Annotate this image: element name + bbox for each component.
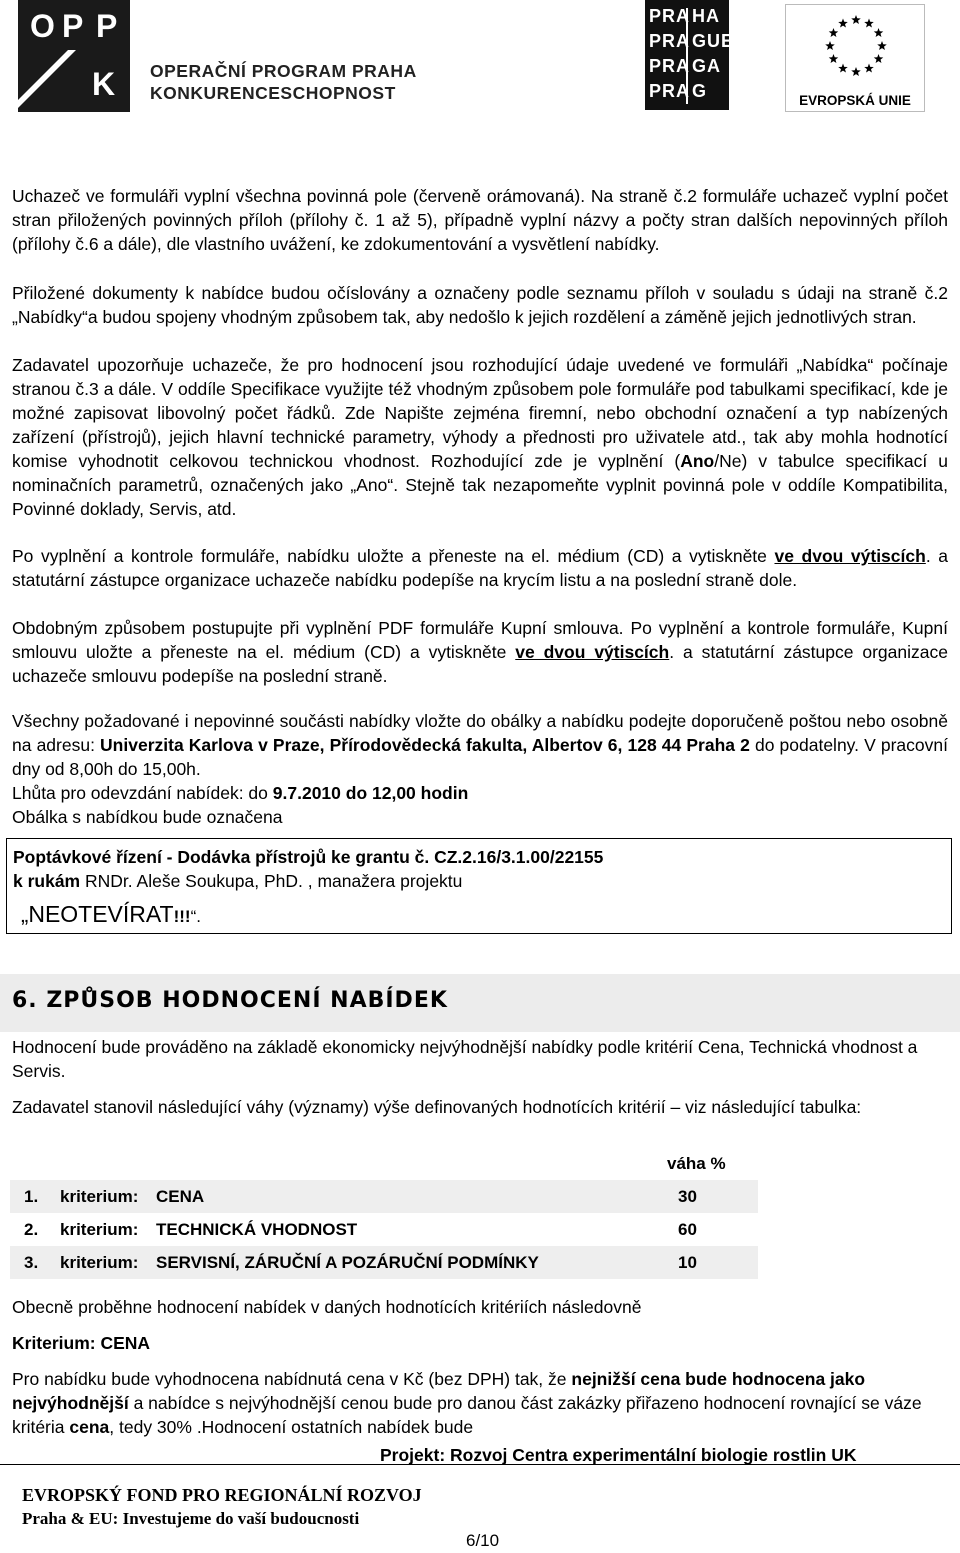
criterion-label: kriterium: bbox=[60, 1246, 156, 1279]
box-attention-name: RNDr. Aleše Soukupa, PhD. , manažera projektu bbox=[80, 871, 463, 891]
eu-star-icon bbox=[825, 41, 835, 50]
quote-close: “. bbox=[190, 907, 201, 926]
text-run-price: cena bbox=[69, 1417, 110, 1437]
criterion-weight: 60 bbox=[678, 1219, 697, 1239]
praha-word: GUE bbox=[692, 31, 735, 51]
eu-star-icon bbox=[838, 18, 848, 27]
opp-name-line1: OPERAČNÍ PROGRAM PRAHA bbox=[150, 61, 417, 81]
praha-word: GA bbox=[692, 56, 721, 76]
eu-star-icon bbox=[877, 41, 887, 50]
praha-word: PRA bbox=[649, 6, 691, 26]
paragraph-price-evaluation bbox=[12, 1367, 948, 1439]
text-run: do podatelny. V pracovní dny od 8,00h do 15,00h. bbox=[12, 735, 948, 779]
box-attention-line bbox=[13, 869, 462, 893]
box-tender-line: Poptávkové řízení - Dodávka přístrojů ke grantu č. CZ.2.16/3.1.00/22155 bbox=[13, 847, 604, 867]
eu-star-icon bbox=[838, 64, 848, 73]
quote-open: „ bbox=[21, 902, 29, 927]
deadline-line bbox=[12, 781, 468, 805]
text-run: Obdobným způsobem postupujte při vyplnění PDF formuláře Kupní smlouva. Po vyplnění a kontrole formuláře, Kupní smlouvu uložte a přeneste na el. médium (CD) a vytiskněte bbox=[12, 618, 948, 662]
text-run-ano: Ano bbox=[680, 451, 715, 471]
weight-header: váha % bbox=[667, 1154, 726, 1173]
opp-logo-letter: O bbox=[30, 8, 61, 44]
criterion-weight: 10 bbox=[678, 1246, 758, 1279]
opp-logo-letter: K bbox=[92, 66, 122, 102]
text-run: Po vyplnění a kontrole formuláře, nabídku uložte a přeneste na el. médium (CD) a vytiskněte bbox=[12, 546, 775, 566]
footer-slogan: Praha & EU: Investujeme do vaší budoucnosti bbox=[22, 1509, 360, 1528]
do-not-open-text: NEOTEVÍRAT bbox=[28, 901, 174, 927]
criterion-number: 2. bbox=[24, 1219, 39, 1239]
deadline-value: 9.7.2010 do 12,00 hodin bbox=[272, 783, 469, 803]
criteria-row bbox=[10, 1180, 758, 1213]
praha-logo bbox=[645, 0, 735, 110]
envelope-line: Obálka s nabídkou bude označena bbox=[12, 807, 283, 827]
paragraph-general-evaluation: Obecně proběhne hodnocení nabídek v daných hodnotících kritériích následovně bbox=[12, 1297, 642, 1317]
text-run-lowest-price: nejnižší cena bude hodnocena jako nejvýhodnější bbox=[12, 1369, 866, 1413]
opp-name-line2: KONKURENCESCHOPNOST bbox=[150, 83, 396, 103]
box-attention-label: k rukám bbox=[13, 871, 81, 891]
exclamation-marks: !!! bbox=[173, 907, 191, 926]
paragraph-attachments: Přiložené dokumenty k nabídce budou očíslovány a označeny podle seznamu příloh v souladu s údaji na straně č.2 „Nabídky“a budou spojeny vhodným způsobem tak, aby nedošlo k jejich rozdělení a záměně jejich jednotlivých stran. bbox=[12, 283, 948, 327]
box-do-not-open bbox=[21, 901, 201, 928]
paragraph-evaluation-note bbox=[12, 353, 948, 521]
criterion-heading: Kriterium: CENA bbox=[12, 1333, 151, 1353]
praha-word: PRA bbox=[649, 56, 691, 76]
criterion-label: kriterium: bbox=[60, 1219, 139, 1239]
opp-program-name bbox=[150, 60, 417, 104]
text-run: Zadavatel upozorňuje uchazeče, že pro hodnocení jsou rozhodující údaje uvedené ve formuláři „Nabídka“ počínaje stranou č.3 a dále. V oddíle Specifikace využijte též vhodným způsobem pole formuláře pod tabulkami specifikací, kde je možné zapisovat libovolný počet řádků. Zde Napište zejména firemní, nebo obchodní označení a typ nabízených zařízení (přístrojů), jejich hlavní technické parametry, výhody a přednosti pro uživatele atd., tak aby mohla hodnotící komise vyhodnotit celkovou technickou vhodnost. Rozhodující zde je vyplnění ( bbox=[12, 355, 948, 471]
page-number: 6/10 bbox=[466, 1531, 500, 1550]
eu-star-icon bbox=[829, 54, 839, 63]
section-title: 6. ZPŮSOB HODNOCENÍ NABÍDEK bbox=[12, 988, 448, 1013]
text-run: Pro nabídku bude vyhodnocena nabídnutá cena v Kč (bez DPH) tak, že bbox=[12, 1369, 572, 1389]
paragraph-save-print bbox=[12, 544, 948, 592]
text-run: Všechny požadované i nepovinné součásti nabídky vložte do obálky a nabídku podejte doporučeně poštou nebo osobně na adresu: bbox=[12, 711, 948, 755]
opp-logo bbox=[18, 0, 130, 112]
text-run-address: Univerzita Karlova v Praze, Přírodovědecká fakulta, Albertov 6, 128 44 Praha 2 bbox=[100, 735, 750, 755]
paragraph-submission-address bbox=[12, 709, 948, 781]
praha-word: HA bbox=[692, 6, 720, 26]
footer-fund: EVROPSKÝ FOND PRO REGIONÁLNÍ ROZVOJ bbox=[22, 1485, 422, 1505]
praha-word: PRA bbox=[649, 31, 691, 51]
eu-star-icon bbox=[864, 18, 874, 27]
eu-star-icon bbox=[874, 28, 884, 37]
text-run-two-copies: ve dvou výtiscích bbox=[774, 546, 926, 566]
eu-star-icon bbox=[851, 15, 861, 24]
eu-star-icon bbox=[864, 64, 874, 73]
criterion-name: CENA bbox=[156, 1180, 678, 1213]
eu-stars-icon bbox=[821, 11, 891, 81]
opp-logo-letter: P bbox=[62, 8, 90, 44]
text-run: , tedy 30% .Hodnocení ostatních nabídek bude bbox=[109, 1417, 474, 1437]
criteria-row bbox=[10, 1246, 758, 1279]
text-run: . a statutární zástupce organizace uchazeče nabídku podepíše na krycím listu a na poslední straně dole. bbox=[12, 546, 948, 590]
criterion-label: kriterium: bbox=[60, 1180, 156, 1213]
text-run-two-copies: ve dvou výtiscích bbox=[515, 642, 670, 662]
praha-word: G bbox=[692, 81, 708, 101]
eu-caption: EVROPSKÁ UNIE bbox=[799, 93, 911, 108]
paragraph-evaluation-basis: Hodnocení bude prováděno na základě ekonomicky nejvýhodnější nabídky podle kritérií Cena, Technická vhodnost a Servis. bbox=[12, 1037, 918, 1081]
envelope-label-box bbox=[6, 838, 952, 934]
text-run: . a statutární zástupce organizace uchazeče smlouvu podepíše na poslední straně. bbox=[12, 642, 948, 686]
eu-flag bbox=[785, 4, 925, 112]
text-run: /Ne) v tabulce specifikací u nominačních parametrů, označených jako „Ano“. Stejně tak nezapomeňte vyplnit povinná pole v oddíle Kompatibilita, Povinné doklady, Servis, atd. bbox=[12, 451, 949, 519]
deadline-label: Lhůta pro odevzdání nabídek: do bbox=[12, 783, 273, 803]
criterion-weight: 30 bbox=[678, 1180, 758, 1213]
paragraph-purchase-contract bbox=[12, 616, 948, 688]
text-run: a nabídce s nejvýhodnější cenou bude pro danou část zakázky přiřazeno hodnocení rovnající se váze kritéria bbox=[12, 1393, 922, 1437]
criterion-name: TECHNICKÁ VHODNOST bbox=[156, 1219, 358, 1239]
criteria-row bbox=[10, 1213, 758, 1246]
criterion-name: SERVISNÍ, ZÁRUČNÍ A POZÁRUČNÍ PODMÍNKY bbox=[156, 1246, 678, 1279]
praha-word: PRA bbox=[649, 81, 691, 101]
opp-logo-letter: P bbox=[96, 8, 124, 44]
criteria-table bbox=[10, 1180, 758, 1279]
eu-star-icon bbox=[829, 28, 839, 37]
paragraph-weights: Zadavatel stanovil následující váhy (významy) výše definovaných hodnotících kritérií – viz následující tabulka: bbox=[12, 1097, 862, 1117]
criterion-number: 3. bbox=[10, 1246, 60, 1279]
paragraph-form-instructions: Uchazeč ve formuláři vyplní všechna povinná pole (červeně orámovaná). Na straně č.2 formuláře uchazeč vyplní počet stran přiložených povinných příloh (přílohy č. 1 až 5), případně vyplní názvy a počty stran dalších nepovinných příloh (přílohy č.6 a dále), dle vlastního uvážení, ke zdokumentování a vysvětlení nabídky. bbox=[12, 186, 948, 254]
eu-star-icon bbox=[874, 54, 884, 63]
eu-star-icon bbox=[851, 67, 861, 76]
footer-project: Projekt: Rozvoj Centra experimentální biologie rostlin UK bbox=[380, 1445, 857, 1465]
criterion-number: 1. bbox=[10, 1180, 60, 1213]
